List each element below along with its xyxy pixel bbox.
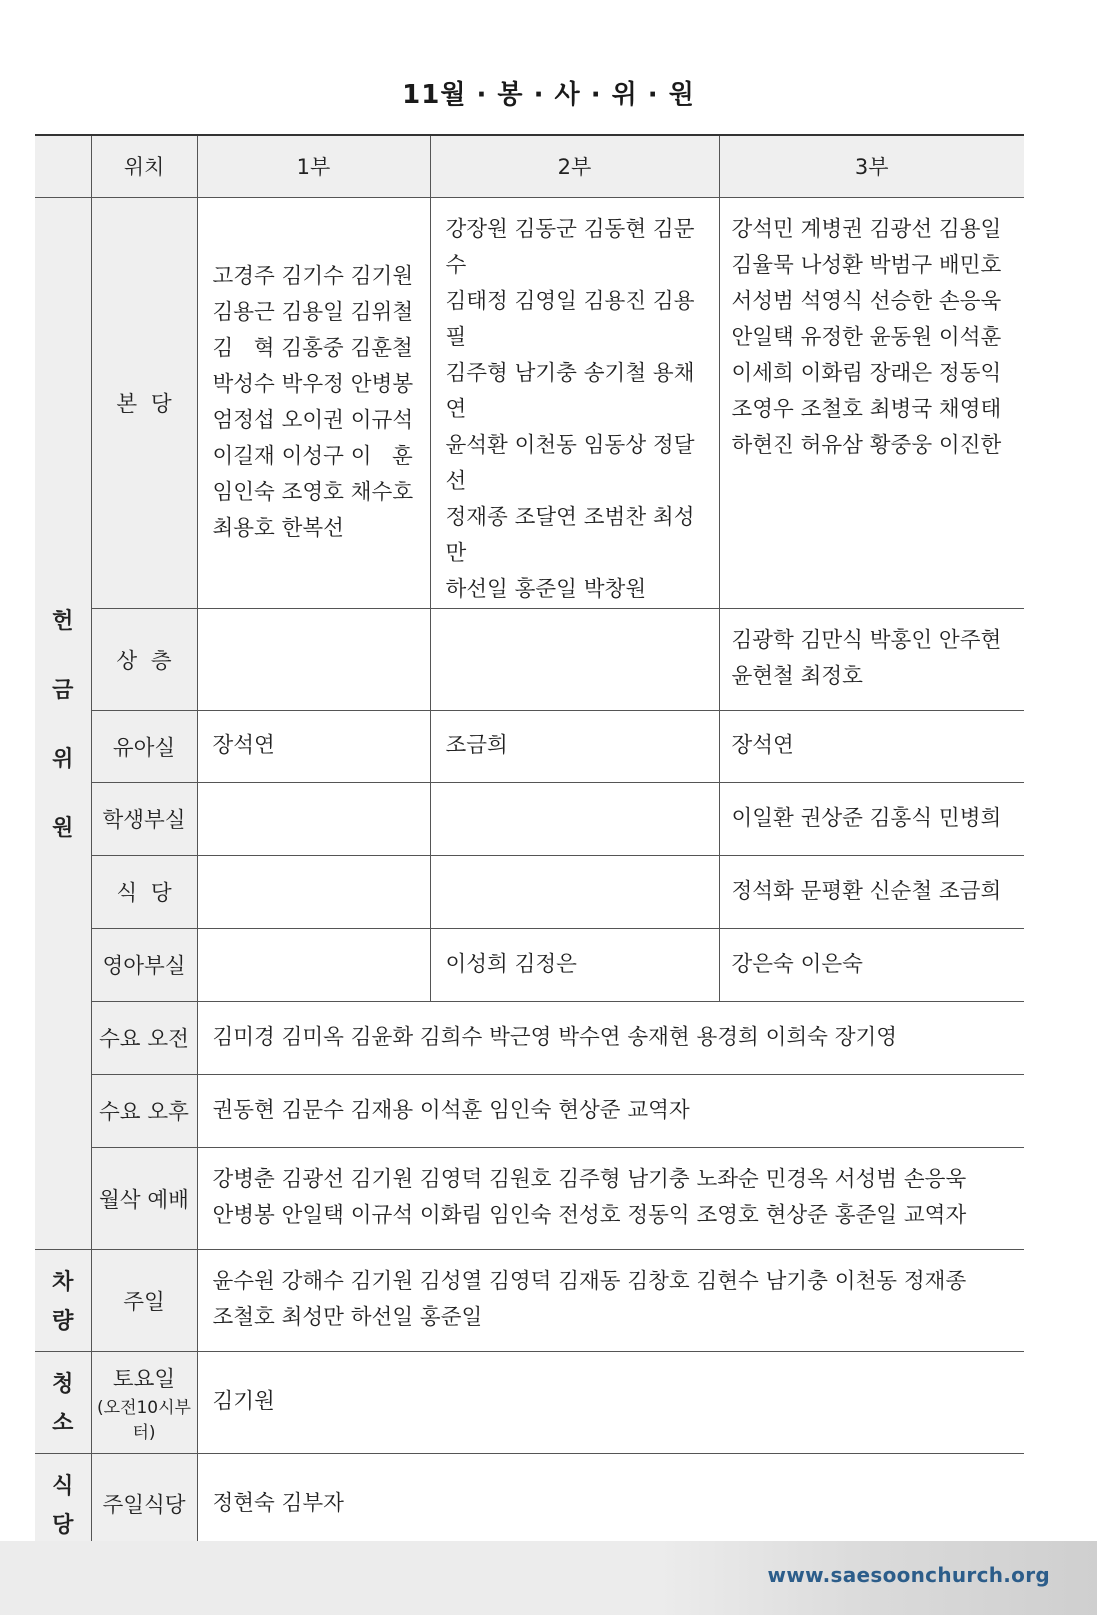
cell-cafeteria-p2 bbox=[430, 855, 719, 928]
row-wed-am bbox=[35, 1001, 1024, 1074]
category-vehicle: 차 량 bbox=[35, 1249, 91, 1351]
cell-nursery-p3: 장석연 bbox=[719, 710, 1024, 782]
label-wed-am: 수요 오전 bbox=[91, 1001, 197, 1074]
label-saturday: 토요일 (오전10시부터) bbox=[91, 1351, 197, 1453]
cell-cafeteria-p3: 정석화 문평환 신순철 조금희 bbox=[719, 855, 1024, 928]
label-main-hall: 본 당 bbox=[91, 197, 197, 608]
cell-cafeteria-p1 bbox=[197, 855, 430, 928]
header-part2: 2부 bbox=[430, 135, 719, 197]
cell-student-p2 bbox=[430, 782, 719, 855]
header-part3: 3부 bbox=[719, 135, 1024, 197]
label-monthly: 월삭 예배 bbox=[91, 1147, 197, 1249]
cell-infant-p1 bbox=[197, 928, 430, 1001]
header-blank bbox=[35, 135, 91, 197]
header-position: 위치 bbox=[91, 135, 197, 197]
cell-sunday-vehicle: 윤수원 강해수 김기원 김성열 김영덕 김재동 김창호 김현수 남기충 이천동 정재종 조철호 최성만 하선일 홍준일 bbox=[197, 1249, 1024, 1351]
label-infant: 영아부실 bbox=[91, 928, 197, 1001]
page-title: 11월 · 봉 · 사 · 위 · 원 bbox=[402, 80, 695, 110]
cell-nursery-p2: 조금희 bbox=[430, 710, 719, 782]
cell-main-hall-p3: 강석민 계병권 김광선 김용일 김율묵 나성환 박범구 배민호 서성범 석영식 선승한 손응욱 안일택 유정한 윤동원 이석훈 이세희 이화림 장래은 정동익 조영우 조철호 최병국 채영태 하현진 허유삼 황중웅 이진한 bbox=[719, 197, 1024, 608]
cell-wed-pm: 권동현 김문수 김재용 이석훈 임인숙 현상준 교역자 bbox=[197, 1074, 1024, 1147]
label-upper-floor: 상 층 bbox=[91, 608, 197, 710]
row-student bbox=[35, 782, 1024, 855]
row-monthly bbox=[35, 1147, 1024, 1249]
header-part1: 1부 bbox=[197, 135, 430, 197]
label-nursery: 유아실 bbox=[91, 710, 197, 782]
cell-main-hall-p1: 고경주 김기수 김기원 김용근 김용일 김위철 김 혁 김홍중 김훈철 박성수 박우정 안병봉 엄정섭 오이권 이규석 이길재 이성구 이 훈 임인숙 조영호 채수호 최용호 한복선 bbox=[197, 197, 430, 608]
cell-infant-p2: 이성희 김정은 bbox=[430, 928, 719, 1001]
label-cafeteria: 식 당 bbox=[91, 855, 197, 928]
row-cafeteria bbox=[35, 855, 1024, 928]
row-main-hall bbox=[35, 197, 1024, 608]
category-dining: 식 당 bbox=[35, 1453, 91, 1555]
category-offering: 헌 금 위 원 bbox=[35, 197, 91, 1249]
volunteer-table bbox=[35, 134, 1024, 1556]
cell-monthly: 강병춘 김광선 김기원 김영덕 김원호 김주형 남기충 노좌순 민경옥 서성범 손응욱 안병봉 안일택 이규석 이화림 임인숙 전성호 정동익 조영호 현상준 홍준일 교역자 bbox=[197, 1147, 1024, 1249]
cell-upper-floor-p3: 김광학 김만식 박홍인 안주현 윤현철 최정호 bbox=[719, 608, 1024, 710]
cell-upper-floor-p2 bbox=[430, 608, 719, 710]
label-sunday-vehicle: 주일 bbox=[91, 1249, 197, 1351]
row-vehicle bbox=[35, 1249, 1024, 1351]
label-sunday-dining: 주일식당 bbox=[91, 1453, 197, 1555]
row-infant bbox=[35, 928, 1024, 1001]
saturday-time-note: (오전10시부터) bbox=[97, 1397, 191, 1443]
row-dining bbox=[35, 1453, 1024, 1555]
cell-student-p1 bbox=[197, 782, 430, 855]
footer-bar bbox=[0, 1541, 1097, 1615]
cell-saturday: 김기원 bbox=[197, 1351, 1024, 1453]
category-cleaning: 청 소 bbox=[35, 1351, 91, 1453]
row-cleaning bbox=[35, 1351, 1024, 1453]
header-row bbox=[35, 135, 1024, 197]
row-wed-pm bbox=[35, 1074, 1024, 1147]
label-wed-pm: 수요 오후 bbox=[91, 1074, 197, 1147]
row-upper-floor bbox=[35, 608, 1024, 710]
cell-student-p3: 이일환 권상준 김홍식 민병희 bbox=[719, 782, 1024, 855]
cell-sunday-dining: 정현숙 김부자 bbox=[197, 1453, 1024, 1555]
label-student: 학생부실 bbox=[91, 782, 197, 855]
row-nursery bbox=[35, 710, 1024, 782]
cell-upper-floor-p1 bbox=[197, 608, 430, 710]
cell-wed-am: 김미경 김미옥 김윤화 김희수 박근영 박수연 송재현 용경희 이희숙 장기영 bbox=[197, 1001, 1024, 1074]
cell-infant-p3: 강은숙 이은숙 bbox=[719, 928, 1024, 1001]
website-link[interactable]: www.saesoonchurch.org bbox=[767, 1563, 1050, 1587]
cell-nursery-p1: 장석연 bbox=[197, 710, 430, 782]
cell-main-hall-p2: 강장원 김동군 김동현 김문수 김태정 김영일 김용진 김용필 김주형 남기충 송기철 용채연 윤석환 이천동 임동상 정달선 정재종 조달연 조범찬 최성만 하선일 홍준일 박창원 bbox=[430, 197, 719, 608]
